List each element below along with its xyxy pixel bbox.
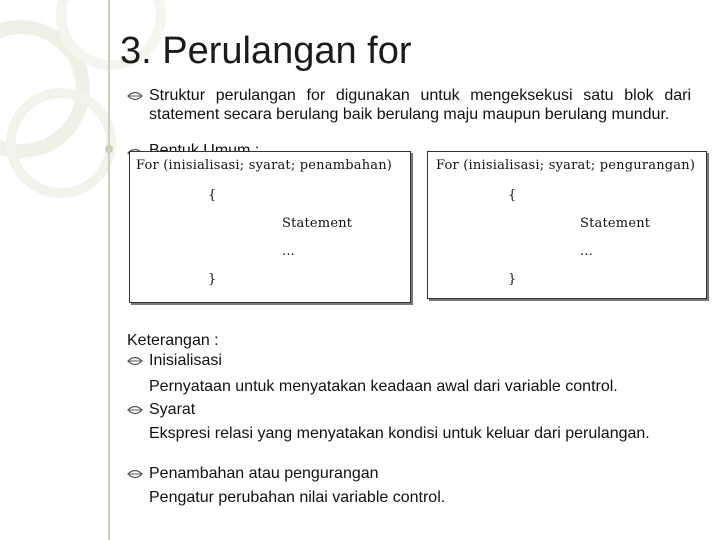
decorative-ring [6, 88, 116, 198]
ellipsis-text: ... [282, 244, 295, 259]
code-box-pengurangan [427, 151, 707, 299]
leaf-bullet-icon [127, 356, 143, 366]
leaf-bullet-icon [127, 405, 143, 415]
close-brace: } [208, 272, 217, 287]
code-box-penambahan [129, 151, 411, 303]
leaf-bullet-icon [127, 469, 143, 479]
leaf-bullet-icon [127, 91, 143, 101]
keterangan-term: Inisialisasi [149, 352, 222, 369]
accent-vertical-line [108, 0, 110, 540]
keterangan-desc: Pengatur perubahan nilai variable control. [149, 489, 446, 506]
keterangan-heading: Keterangan : [127, 332, 219, 349]
for-header: For (inisialisasi; syarat; penambahan) [136, 158, 393, 173]
accent-line-dot [105, 145, 113, 153]
keterangan-desc: Pernyataan untuk menyatakan keadaan awal dari variable control. [149, 378, 618, 395]
keterangan-term: Penambahan atau pengurangan [149, 465, 379, 482]
statement-text: Statement [282, 216, 353, 231]
close-brace: } [508, 272, 517, 287]
open-brace: { [508, 188, 517, 203]
statement-text: Statement [580, 216, 651, 231]
keterangan-term: Syarat [149, 401, 196, 418]
for-header: For (inisialisasi; syarat; pengurangan) [436, 158, 696, 173]
ellipsis-text: ... [580, 244, 593, 259]
open-brace: { [208, 188, 217, 203]
slide-title: 3. Perulangan for [120, 30, 412, 72]
keterangan-desc: Ekspresi relasi yang menyatakan kondisi untuk keluar dari perulangan. [149, 425, 650, 442]
intro-paragraph: Struktur perulangan for digunakan untuk mengeksekusi satu blok dari statement secara berulang baik berulang maju maupun berulang mundur. [149, 87, 691, 123]
